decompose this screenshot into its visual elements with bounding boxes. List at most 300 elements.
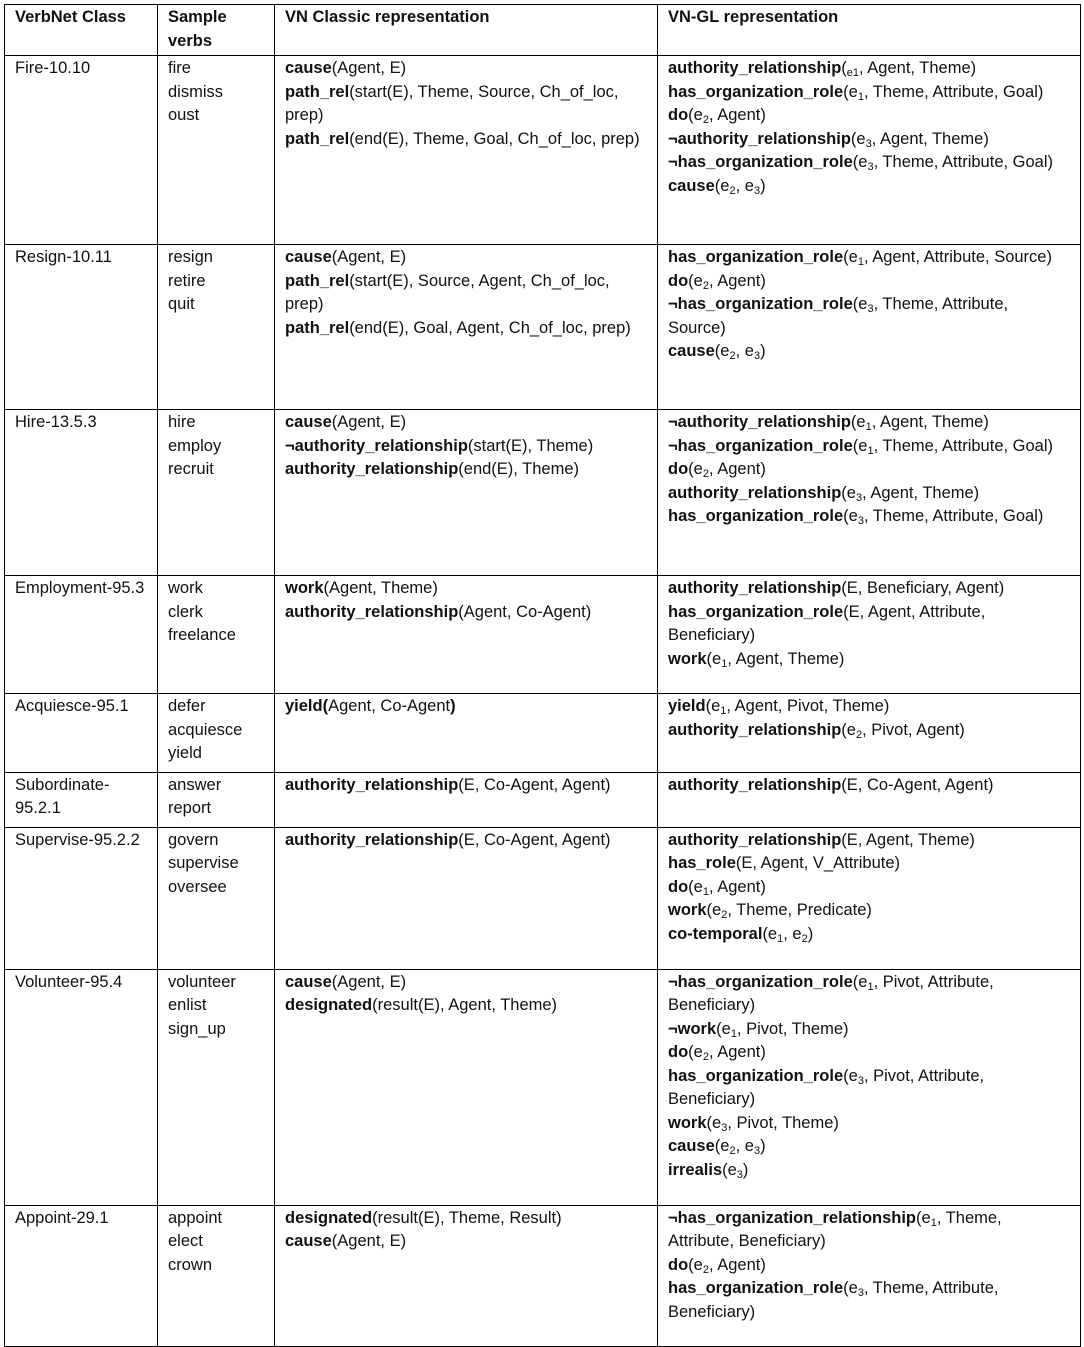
arguments: (end(E), Goal, Agent, Ch_of_loc, prep): [349, 318, 631, 337]
arguments: (result(E), Agent, Theme): [372, 996, 558, 1014]
arguments: Agent, Co-Agent: [328, 697, 451, 715]
arguments: (e: [714, 176, 730, 195]
subscript: 2: [702, 1051, 709, 1063]
vn-classic-cell: [275, 245, 658, 410]
arguments: , e: [735, 342, 754, 360]
subscript: 1: [720, 705, 727, 717]
formula-line: [285, 246, 647, 270]
formula-line: [668, 435, 1070, 459]
predicate-name: do: [668, 106, 689, 124]
formula-line: [285, 695, 647, 719]
subscript: 1: [721, 657, 728, 670]
header-row: [5, 5, 1081, 56]
predicate-name: authority_relationship: [668, 720, 842, 739]
predicate-name: ¬authority_relationship: [285, 436, 468, 455]
formula-line: [668, 1254, 1070, 1278]
sample-verbs-cell: [158, 245, 275, 410]
predicate-name: cause: [668, 1137, 715, 1155]
sample-verb: recruit: [168, 460, 214, 478]
arguments: , Theme, Predicate): [727, 901, 872, 919]
formula-line: [668, 852, 1070, 876]
arguments: (end(E), Theme, Goal, Ch_of_loc, prep): [349, 129, 640, 148]
arguments: , Agent, Theme): [862, 483, 980, 502]
arguments: , Pivot, Attribute, Beneficiary): [668, 1066, 985, 1108]
subscript: 2: [729, 184, 736, 197]
arguments: (E, Co-Agent, Agent): [458, 775, 611, 794]
arguments: (e: [762, 924, 778, 943]
arguments: , Pivot, Agent): [862, 720, 965, 739]
sample-verb: resign: [168, 248, 213, 266]
formula-line: [668, 1207, 1070, 1254]
table-body: [5, 56, 1081, 1347]
predicate-name: has_organization_role: [668, 248, 844, 266]
subscript: 2: [702, 1263, 709, 1276]
formula-line: [668, 648, 1070, 672]
predicate-name: authority_relationship: [668, 579, 842, 597]
predicate-name: work: [285, 579, 324, 597]
arguments: (e: [843, 248, 858, 266]
formula-line: [668, 829, 1070, 853]
predicate-name: cause: [285, 972, 332, 991]
formula-line: [668, 505, 1070, 529]
subscript: 3: [855, 491, 863, 504]
arguments: (e: [843, 1066, 858, 1085]
vn-classic-cell: [275, 576, 658, 694]
predicate-name: ¬has_organization_role: [668, 153, 853, 171]
vn-gl-cell: [658, 410, 1081, 576]
subscript: 3: [857, 1287, 864, 1299]
predicate-name: do: [668, 460, 689, 478]
header-sample-verbs: Sample verbs: [158, 5, 275, 56]
table-row: [5, 576, 1081, 694]
sample-verb: appoint: [168, 1208, 223, 1227]
arguments: (e: [722, 1160, 737, 1179]
arguments: (E, Co-Agent, Agent): [458, 830, 611, 849]
arguments: (e: [841, 720, 856, 739]
table-row: [5, 245, 1081, 410]
formula-line: [285, 57, 647, 81]
subscript: 1: [777, 932, 784, 945]
subscript: 1: [857, 256, 864, 268]
subscript: 3: [867, 161, 874, 173]
formula-line: [285, 458, 647, 482]
arguments: , Agent, Pivot, Theme): [726, 697, 890, 715]
formula-line: [668, 1112, 1070, 1136]
predicate-name: path_rel: [285, 271, 350, 290]
sample-verbs-cell: [158, 56, 275, 245]
arguments: , Agent): [708, 271, 766, 290]
arguments: (start(E), Source, Agent, Ch_of_loc, prep): [285, 271, 610, 313]
vn-gl-cell: [658, 969, 1081, 1205]
arguments: (E, Agent, Attribute, Beneficiary): [668, 602, 986, 644]
verbnet-class-cell: Acquiesce-95.1: [5, 694, 158, 773]
arguments: , Agent): [708, 1043, 766, 1061]
arguments: (e: [716, 1019, 731, 1038]
sample-verb: acquiesce: [168, 720, 243, 739]
arguments: ): [760, 176, 766, 195]
arguments: ): [760, 342, 766, 360]
sample-verbs-cell: [158, 827, 275, 969]
header-vn-classic: VN Classic representation: [275, 5, 658, 56]
arguments: , Theme, Attribute, Goal): [863, 507, 1044, 525]
sample-verb: oversee: [168, 877, 227, 896]
predicate-name: has_organization_role: [668, 82, 844, 101]
sample-verb: freelance: [168, 626, 236, 644]
verbnet-class-cell: Employment-95.3: [5, 576, 158, 694]
subscript: 1: [702, 885, 709, 898]
predicate-name: work: [668, 649, 707, 668]
sample-verb: quit: [168, 295, 195, 313]
vn-classic-cell: [275, 772, 658, 827]
arguments: , Agent): [708, 106, 766, 124]
predicate-name: ¬authority_relationship: [668, 129, 851, 148]
arguments: , Agent): [708, 1255, 766, 1274]
formula-line: [285, 1207, 647, 1231]
arguments: , Agent, Theme): [871, 413, 989, 431]
arguments: (result(E), Theme, Result): [372, 1208, 562, 1227]
formula-line: [668, 899, 1070, 923]
table-row: [5, 1205, 1081, 1346]
arguments: , e: [735, 176, 754, 195]
subscript: 2: [702, 468, 709, 480]
vn-gl-cell: [658, 827, 1081, 969]
sample-verbs-cell: [158, 694, 275, 773]
subscript: 2: [801, 932, 808, 945]
arguments: (e: [706, 649, 722, 668]
arguments: , e: [783, 924, 802, 943]
arguments: (e: [852, 436, 868, 455]
arguments: (e: [843, 507, 858, 525]
sample-verbs-cell: [158, 772, 275, 827]
arguments: , Theme, Attribute, Goal): [873, 436, 1054, 455]
arguments: (Agent, E): [331, 59, 407, 77]
predicate-name: authority_relationship: [285, 602, 459, 621]
table-row: [5, 772, 1081, 827]
sample-verbs-cell: [158, 969, 275, 1205]
vn-classic-cell: [275, 1205, 658, 1346]
subscript: 2: [729, 350, 736, 362]
vn-classic-cell: [275, 410, 658, 576]
sample-verbs-cell: [158, 410, 275, 576]
table-row: [5, 827, 1081, 969]
arguments: (e: [852, 972, 868, 991]
predicate-name: work: [668, 1113, 707, 1132]
formula-line: [668, 340, 1070, 364]
formula-line: [285, 774, 647, 798]
predicate-name: cause: [668, 342, 715, 360]
predicate-name: ¬authority_relationship: [668, 413, 851, 431]
arguments: , Pivot, Attribute, Beneficiary): [668, 972, 994, 1014]
verbnet-comparison-table: [4, 4, 1081, 1347]
arguments: (e: [916, 1208, 931, 1227]
arguments: (e: [688, 106, 703, 124]
arguments: (start(E), Theme, Source, Ch_of_loc, prep): [285, 82, 619, 124]
subscript: 2: [855, 728, 863, 741]
formula-line: [285, 270, 647, 317]
arguments: (e: [843, 1279, 858, 1297]
sample-verb: sign_up: [168, 1019, 226, 1038]
arguments: (E, Agent, V_Attribute): [735, 854, 901, 872]
predicate-name: path_rel: [285, 129, 350, 148]
arguments: (e: [843, 82, 858, 101]
predicate-name: do: [668, 1255, 689, 1274]
sample-verb: hire: [168, 413, 196, 431]
arguments: , Agent, Attribute, Source): [863, 248, 1052, 266]
arguments: (e: [688, 271, 703, 290]
subscript: 1: [865, 421, 872, 433]
subscript: 2: [729, 1145, 736, 1157]
arguments: , Agent): [708, 460, 766, 478]
predicate-name: path_rel: [285, 82, 350, 101]
arguments: (e: [852, 295, 868, 313]
arguments: (e: [688, 1255, 703, 1274]
formula-line: [285, 411, 647, 435]
arguments: (: [841, 59, 847, 77]
predicate-name: yield: [668, 697, 706, 715]
arguments: (Agent, E): [331, 248, 407, 266]
verbnet-class-cell: Resign-10.11: [5, 245, 158, 410]
sample-verb: crown: [168, 1255, 213, 1274]
predicate-name: do: [668, 271, 689, 290]
vn-gl-cell: [658, 694, 1081, 773]
sample-verb: retire: [168, 271, 206, 290]
subscript: 1: [867, 980, 874, 993]
vn-classic-cell: [275, 694, 658, 773]
predicate-name: ¬has_organization_role: [668, 436, 853, 455]
sample-verb: supervise: [168, 854, 239, 872]
predicate-name: authority_relationship: [668, 830, 842, 849]
predicate-name: authority_relationship: [668, 59, 842, 77]
predicate-name: cause: [668, 176, 715, 195]
predicate-name: cause: [285, 59, 332, 77]
predicate-name: do: [668, 1043, 689, 1061]
sample-verb: employ: [168, 436, 222, 455]
subscript: 3: [857, 1074, 864, 1087]
predicate-name: designated: [285, 996, 373, 1014]
arguments: ): [807, 924, 814, 943]
arguments: (E, Beneficiary, Agent): [841, 579, 1005, 597]
formula-line: [668, 458, 1070, 482]
vn-classic-cell: [275, 56, 658, 245]
table-row: [5, 410, 1081, 576]
sample-verb: clerk: [168, 602, 203, 621]
vn-gl-cell: [658, 56, 1081, 245]
subscript: 3: [721, 1121, 728, 1134]
arguments: (end(E), Theme): [458, 460, 580, 478]
subscript: 2: [721, 909, 728, 921]
predicate-name: cause: [285, 413, 332, 431]
arguments: (e: [850, 129, 866, 148]
formula-line: [668, 128, 1070, 152]
predicate-name: ¬work: [668, 1019, 717, 1038]
formula-line: [668, 175, 1070, 199]
vn-gl-cell: [658, 245, 1081, 410]
subscript: 3: [753, 1145, 761, 1157]
vn-classic-cell: [275, 969, 658, 1205]
sample-verb: defer: [168, 697, 206, 715]
sample-verb: fire: [168, 59, 191, 77]
arguments: , Agent, Theme): [859, 59, 977, 77]
table-row: [5, 694, 1081, 773]
formula-line: [668, 246, 1070, 270]
arguments: ): [760, 1137, 766, 1155]
predicate-name: cause: [285, 248, 332, 266]
table-row: [5, 969, 1081, 1205]
subscript: 3: [753, 350, 761, 362]
formula-line: [668, 81, 1070, 105]
arguments: ): [742, 1160, 749, 1179]
formula-line: [668, 1041, 1070, 1065]
verbnet-table-container: [4, 4, 1080, 1347]
predicate-name: designated: [285, 1208, 373, 1227]
predicate-name: authority_relationship: [285, 775, 459, 794]
subscript: 1: [867, 444, 874, 457]
table-row: [5, 56, 1081, 245]
arguments: (e: [705, 697, 721, 715]
formula-line: [668, 719, 1070, 743]
arguments: , e: [735, 1137, 754, 1155]
subscript: 3: [867, 303, 874, 315]
predicate-name: authority_relationship: [285, 460, 459, 478]
sample-verb: volunteer: [168, 972, 236, 991]
arguments: (Agent, Theme): [323, 579, 438, 597]
arguments: (e: [688, 877, 703, 896]
formula-line: [668, 876, 1070, 900]
formula-line: [668, 601, 1070, 648]
header-vn-gl: VN-GL representation: [658, 5, 1081, 56]
formula-line: [668, 57, 1070, 81]
subscript: 2: [702, 114, 709, 126]
arguments: , Agent, Theme): [727, 649, 845, 668]
subscript: 3: [753, 184, 761, 197]
formula-line: [285, 435, 647, 459]
predicate-name: do: [668, 877, 689, 896]
arguments: (e: [706, 901, 722, 919]
formula-line: [285, 994, 647, 1018]
vn-gl-cell: [658, 576, 1081, 694]
formula-line: [668, 482, 1070, 506]
verbnet-class-cell: Volunteer-95.4: [5, 969, 158, 1205]
arguments: (start(E), Theme): [467, 436, 594, 455]
sample-verb: oust: [168, 106, 200, 124]
predicate-name: yield(: [285, 697, 329, 715]
subscript: 2: [702, 279, 709, 292]
arguments: , Theme, Attribute, Beneficiary): [668, 1279, 999, 1321]
sample-verbs-cell: [158, 1205, 275, 1346]
formula-line: [668, 923, 1070, 947]
formula-line: [668, 104, 1070, 128]
formula-line: [668, 577, 1070, 601]
formula-line: [668, 411, 1070, 435]
formula-line: [668, 1018, 1070, 1042]
vn-gl-cell: [658, 1205, 1081, 1346]
verbnet-class-cell: Supervise-95.2.2: [5, 827, 158, 969]
formula-line: [285, 829, 647, 853]
formula-line: [285, 971, 647, 995]
verbnet-class-cell: Subordinate-95.2.1: [5, 772, 158, 827]
arguments: , Agent, Theme): [871, 129, 989, 148]
predicate-name: has_organization_role: [668, 507, 844, 525]
predicate-name: work: [668, 901, 707, 919]
formula-line: [285, 317, 647, 341]
arguments: (Agent, E): [331, 1232, 407, 1250]
formula-line: [668, 293, 1070, 340]
formula-line: [668, 695, 1070, 719]
arguments: (Agent, E): [331, 972, 407, 991]
predicate-name: cause: [285, 1232, 332, 1250]
sample-verb: report: [168, 799, 212, 817]
arguments: , Theme, Attribute, Beneficiary): [668, 1208, 1002, 1250]
predicate-name: ¬has_organization_role: [668, 295, 853, 313]
arguments: (Agent, E): [331, 413, 407, 431]
predicate-name: authority_relationship: [668, 775, 842, 794]
arguments: (e: [852, 153, 868, 171]
predicate-name: authority_relationship: [668, 483, 842, 502]
sample-verb: dismiss: [168, 82, 224, 101]
formula-line: [285, 81, 647, 128]
formula-line: [668, 151, 1070, 175]
arguments: (E, Co-Agent, Agent): [841, 775, 994, 794]
formula-line: [668, 1135, 1070, 1159]
arguments: (e: [714, 342, 730, 360]
subscript: e1: [846, 67, 860, 79]
formula-line: [668, 1277, 1070, 1324]
subscript: 1: [730, 1027, 737, 1040]
vn-gl-cell: [658, 772, 1081, 827]
formula-line: [668, 774, 1070, 798]
verbnet-class-cell: Hire-13.5.3: [5, 410, 158, 576]
arguments: (e: [688, 1043, 703, 1061]
predicate-name: ¬has_organization_relationship: [668, 1208, 917, 1227]
subscript: 1: [930, 1216, 937, 1229]
sample-verb: enlist: [168, 996, 207, 1014]
arguments: , Theme, Attribute, Goal): [873, 153, 1054, 171]
predicate-name: co-temporal: [668, 924, 763, 943]
arguments: (e: [706, 1113, 722, 1132]
predicate-name: authority_relationship: [285, 830, 459, 849]
predicate-name: path_rel: [285, 318, 350, 337]
predicate-name: ¬has_organization_role: [668, 972, 853, 991]
subscript: 1: [857, 90, 864, 103]
predicate-name: irrealis: [668, 1160, 723, 1179]
predicate-name: ): [450, 697, 456, 715]
arguments: (e: [841, 483, 856, 502]
subscript: 3: [736, 1168, 743, 1181]
sample-verb: elect: [168, 1232, 203, 1250]
arguments: (e: [688, 460, 703, 478]
sample-verbs-cell: [158, 576, 275, 694]
sample-verb: work: [168, 579, 203, 597]
formula-line: [285, 601, 647, 625]
header-verbnet-class: VerbNet Class: [5, 5, 158, 56]
arguments: , Agent): [708, 877, 766, 896]
vn-classic-cell: [275, 827, 658, 969]
formula-line: [285, 577, 647, 601]
predicate-name: has_organization_role: [668, 1279, 844, 1297]
subscript: 3: [857, 515, 864, 527]
predicate-name: has_organization_role: [668, 602, 844, 621]
arguments: , Pivot, Theme): [727, 1113, 839, 1132]
arguments: , Theme, Attribute, Source): [668, 295, 1009, 337]
arguments: , Theme, Attribute, Goal): [863, 82, 1044, 101]
formula-line: [668, 270, 1070, 294]
sample-verb: answer: [168, 775, 222, 794]
predicate-name: has_organization_role: [668, 1066, 844, 1085]
arguments: (e: [850, 413, 866, 431]
subscript: 3: [865, 137, 872, 150]
sample-verb: govern: [168, 830, 219, 849]
formula-line: [668, 1159, 1070, 1183]
